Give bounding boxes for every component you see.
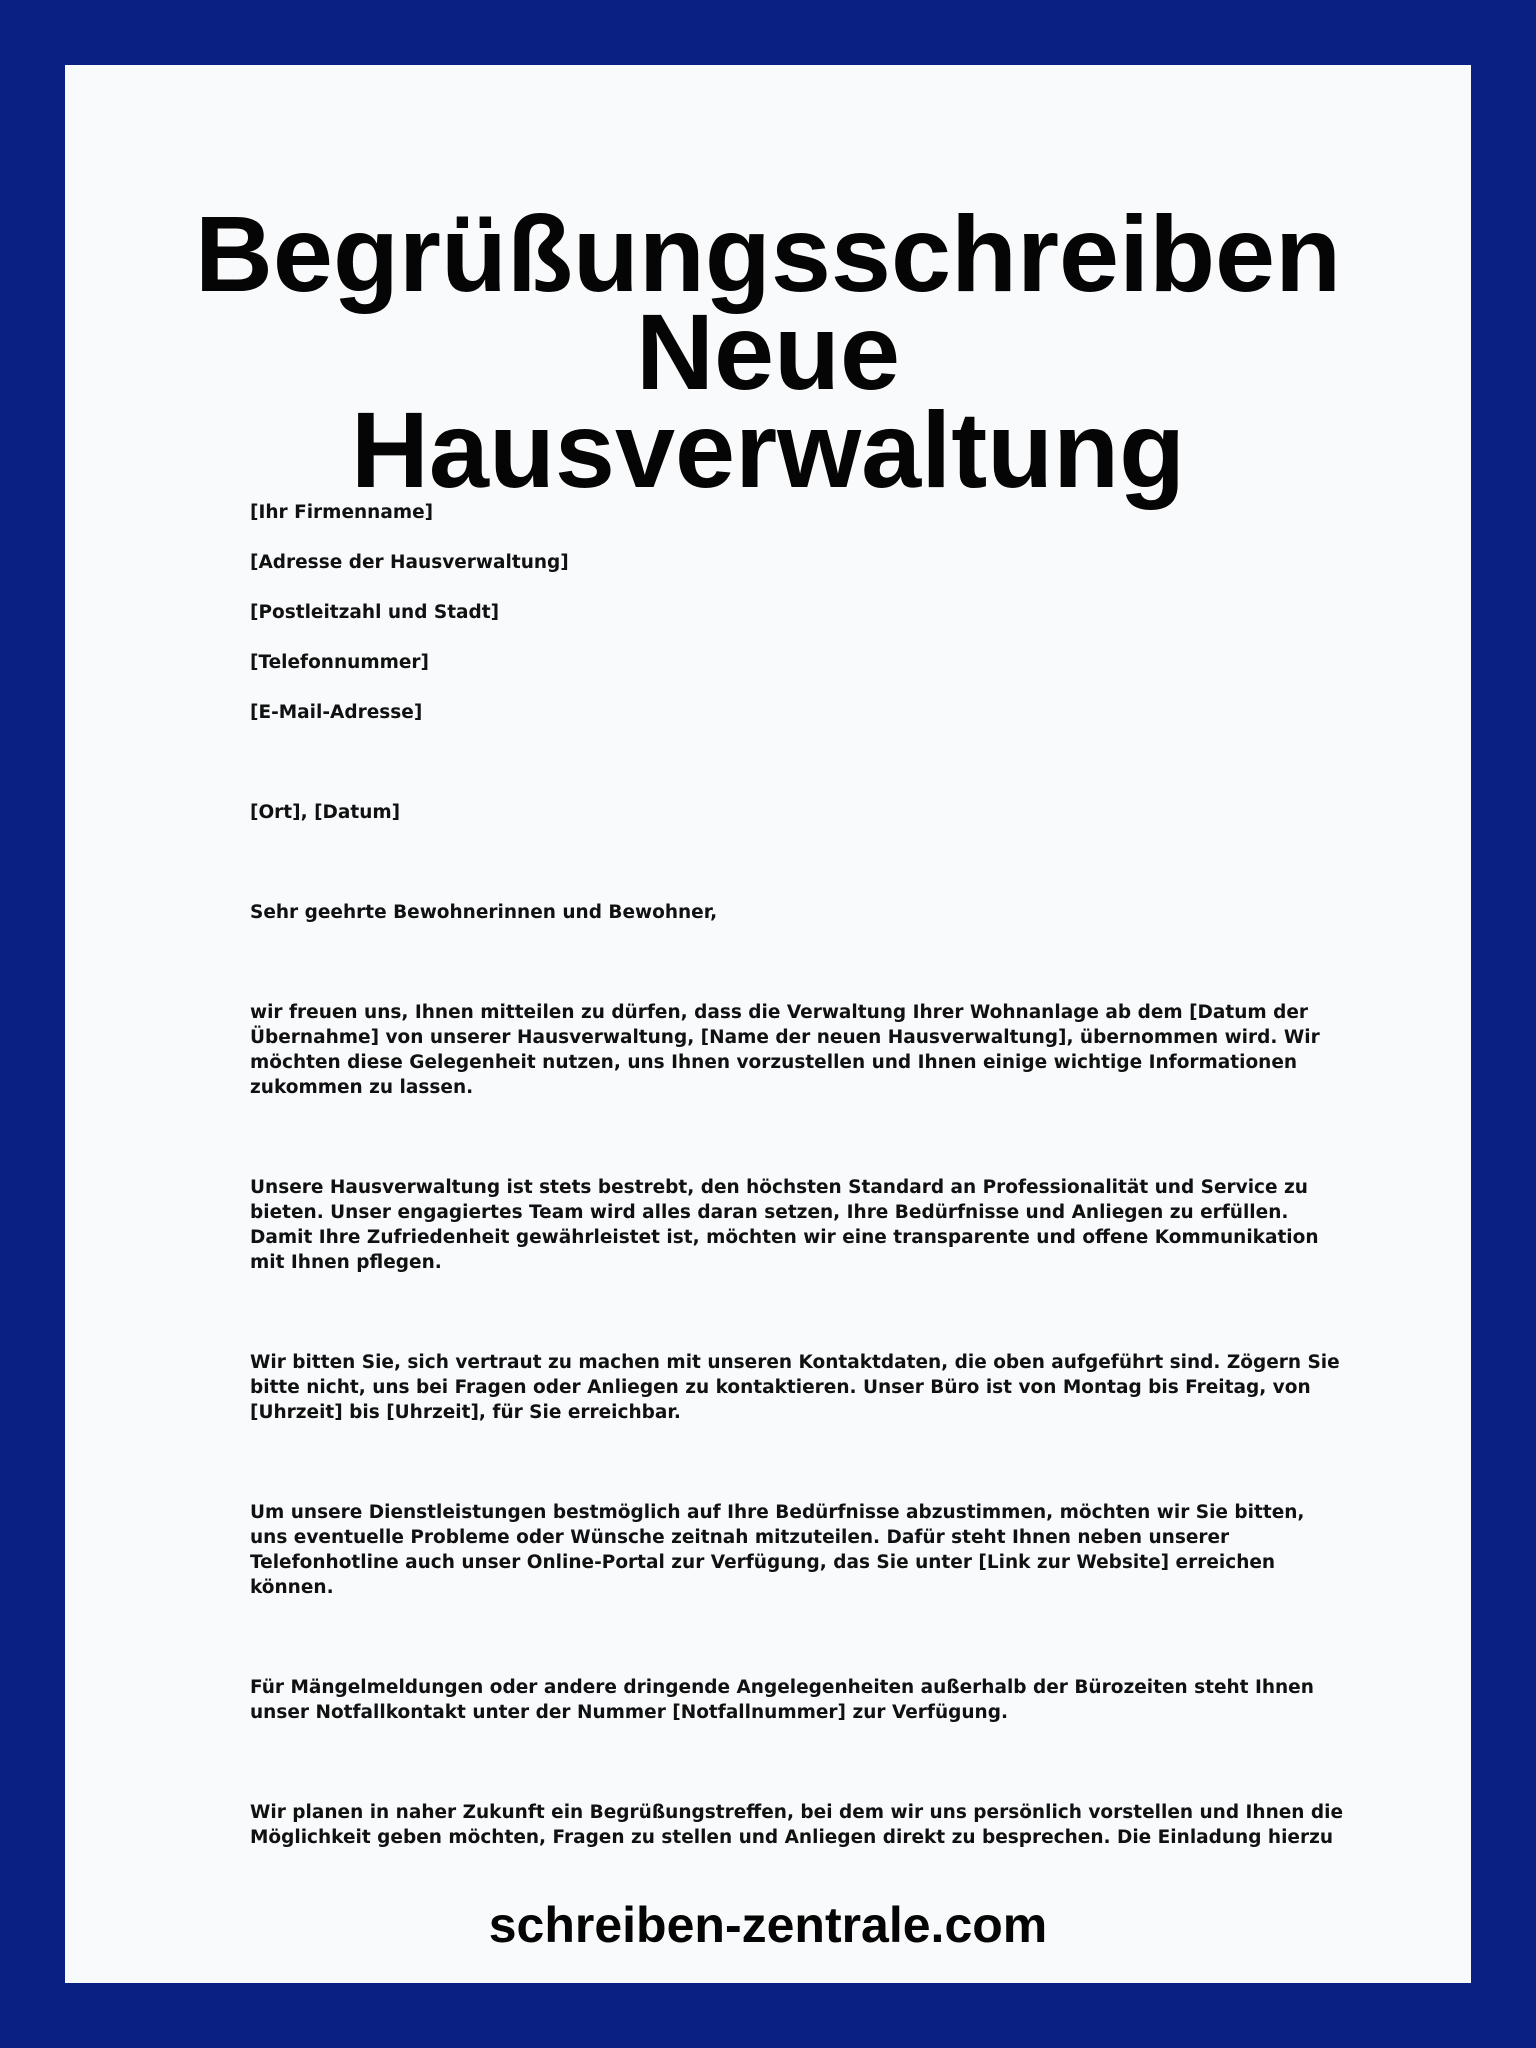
- sender-block: [250, 500, 1345, 725]
- sender-company: [Ihr Firmenname]: [250, 502, 434, 523]
- paragraph-contact: Wir bitten Sie, sich vertraut zu machen mit unseren Kontaktdaten, die oben aufgeführt sind. Zögern Sie bitte nicht, uns bei Fragen oder Anliegen zu kontaktieren. Unser Büro ist von Montag bis Freitag, von [Uhrzeit] bis [Uhrzeit], für Sie erreichbar.: [250, 1352, 1340, 1423]
- sender-phone: [Telefonnummer]: [250, 652, 430, 673]
- paragraph-takeover: wir freuen uns, Ihnen mitteilen zu dürfen, dass die Verwaltung Ihrer Wohnanlage ab dem [Datum der Übernahme] von unserer Hausverwaltung, [Name der neuen Hausverwaltung], übernommen wird. Wir möchten diese Gelegenheit nutzen, uns Ihnen vorzustellen und Ihnen einige wichtige Informationen zukommen zu lassen.: [250, 1002, 1320, 1098]
- paragraph-meeting: Wir planen in naher Zukunft ein Begrüßungstreffen, bei dem wir uns persönlich vorstellen und Ihnen die Möglichkeit geben möchten, Fragen zu stellen und Anliegen direkt zu besprechen. Die Einladung hierzu: [250, 1802, 1344, 1848]
- title-line-1: Begrüßungsschreiben Neue: [194, 193, 1342, 412]
- salutation: Sehr geehrte Bewohnerinnen und Bewohner,: [250, 902, 718, 923]
- paragraph-portal: Um unsere Dienstleistungen bestmöglich auf Ihre Bedürfnisse abzustimmen, möchten wir Sie bitten, uns eventuelle Probleme oder Wünsche zeitnah mitzuteilen. Dafür steht Ihnen neben unserer Telefonhotline auch unser Online-Portal zur Verfügung, das Sie unter [Link zur Website] erreichen können.: [250, 1502, 1305, 1598]
- paragraph-service: Unsere Hausverwaltung ist stets bestrebt, den höchsten Standard an Professionalität und Service zu bieten. Unser engagiertes Team wird alles daran setzen, Ihre Bedürfnisse und Anliegen zu erfüllen. Damit Ihre Zufriedenheit gewährleistet ist, möchten wir eine transparente und offene Kommunikation mit Ihnen pflegen.: [250, 1177, 1319, 1273]
- sender-city: [Postleitzahl und Stadt]: [250, 602, 500, 623]
- title-line-2: Hausverwaltung: [350, 389, 1186, 510]
- sender-address: [Adresse der Hausverwaltung]: [250, 552, 569, 573]
- place-date: [Ort], [Datum]: [250, 802, 401, 823]
- sender-email: [E-Mail-Adresse]: [250, 702, 423, 723]
- letter-body: [250, 500, 1345, 1885]
- footer-site-name: schreiben-zentrale.com: [488, 1897, 1048, 1953]
- page-title: [65, 193, 1471, 510]
- letter-sheet: [65, 65, 1471, 1983]
- paragraph-emergency: Für Mängelmeldungen oder andere dringende Angelegenheiten außerhalb der Bürozeiten steht Ihnen unser Notfallkontakt unter der Nummer [Notfallnummer] zur Verfügung.: [250, 1677, 1314, 1723]
